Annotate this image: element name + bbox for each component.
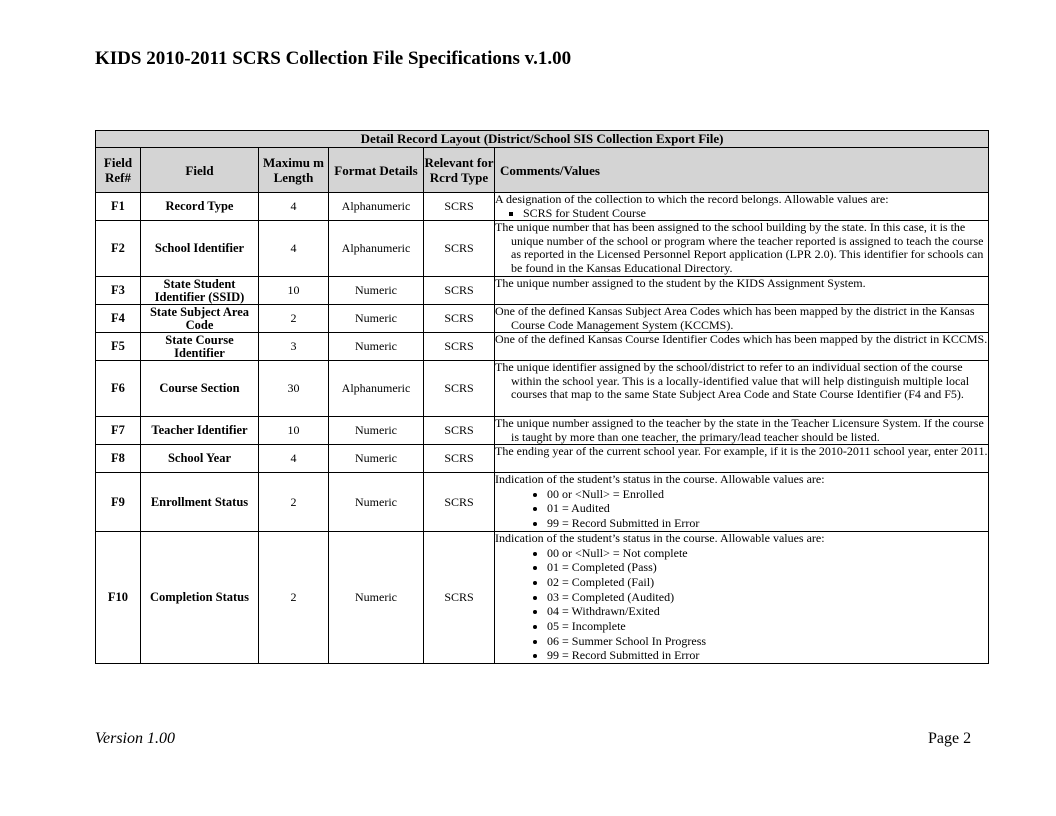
value-item: • 00 or <Null> = Enrolled: [547, 487, 988, 502]
value-list: [495, 546, 988, 664]
header-field: Field: [141, 148, 259, 193]
field-ref: F10: [96, 532, 141, 664]
format-details: Numeric: [329, 333, 424, 361]
document-title: KIDS 2010-2011 SCRS Collection File Specifications v.1.00: [95, 48, 572, 69]
comment-text: The unique number that has been assigned to the school building by the state. In this case, it is the unique number of the school or program where the teacher reported is assigned to teach the course as reported in the Licensed Personnel Report application (LPR 2.0). This identifier for schools can be found in the Kansas Educational Directory.: [495, 220, 984, 275]
table-row: [96, 445, 989, 473]
field-name: Record Type: [141, 193, 259, 221]
table-row: [96, 473, 989, 532]
field-ref: F2: [96, 221, 141, 277]
field-ref: F7: [96, 417, 141, 445]
comment-text: The unique identifier assigned by the school/district to refer to an individual section of the course within the school year. This is a locally-identified value that will help distinguish multiple local courses that map to the same State Subject Area Code and State Course Identifier (F4 and F5).: [495, 360, 970, 401]
max-length: 4: [259, 193, 329, 221]
comment-text: Indication of the student’s status in the course. Allowable values are:: [495, 472, 825, 486]
format-details: Alphanumeric: [329, 361, 424, 417]
field-ref: F9: [96, 473, 141, 532]
comment-text: The ending year of the current school year. For example, if it is the 2010-2011 school year, enter 2011.: [495, 444, 988, 458]
max-length: 3: [259, 333, 329, 361]
format-details: Numeric: [329, 277, 424, 305]
field-name: State Course Identifier: [141, 333, 259, 361]
comments-cell: [495, 305, 989, 333]
field-name: Teacher Identifier: [141, 417, 259, 445]
detail-record-layout-table: [95, 130, 989, 664]
field-name: School Identifier: [141, 221, 259, 277]
relevant-record-type: SCRS: [424, 361, 495, 417]
table-row: [96, 417, 989, 445]
comments-cell: [495, 277, 989, 305]
comments-cell: [495, 532, 989, 664]
comment-text: The unique number assigned to the student by the KIDS Assignment System.: [495, 276, 866, 290]
max-length: 4: [259, 221, 329, 277]
value-item: • 01 = Completed (Pass): [547, 560, 988, 575]
field-name: State Subject Area Code: [141, 305, 259, 333]
header-relevant-record-type: Relevant for Rcrd Type: [424, 148, 495, 193]
max-length: 2: [259, 473, 329, 532]
max-length: 30: [259, 361, 329, 417]
value-item: • 00 or <Null> = Not complete: [547, 546, 988, 561]
relevant-record-type: SCRS: [424, 333, 495, 361]
comment-text: The unique number assigned to the teacher by the state in the Teacher Licensure System. If the course is taught by more than one teacher, the primary/lead teacher should be listed.: [495, 416, 984, 444]
field-ref: F6: [96, 361, 141, 417]
max-length: 4: [259, 445, 329, 473]
comments-cell: [495, 417, 989, 445]
max-length: 2: [259, 532, 329, 664]
table-row: [96, 193, 989, 221]
table-row: [96, 532, 989, 664]
table-row: [96, 277, 989, 305]
relevant-record-type: SCRS: [424, 445, 495, 473]
field-ref: F3: [96, 277, 141, 305]
max-length: 10: [259, 277, 329, 305]
format-details: Numeric: [329, 417, 424, 445]
max-length: 2: [259, 305, 329, 333]
page-number: Page 2: [928, 730, 972, 747]
header-max-length: Maximu m Length: [259, 148, 329, 193]
comments-cell: [495, 333, 989, 361]
field-name: Enrollment Status: [141, 473, 259, 532]
field-ref: F4: [96, 305, 141, 333]
relevant-record-type: SCRS: [424, 473, 495, 532]
max-length: 10: [259, 417, 329, 445]
value-item: • 99 = Record Submitted in Error: [547, 648, 988, 663]
field-ref: F5: [96, 333, 141, 361]
field-name: School Year: [141, 445, 259, 473]
table-row: [96, 333, 989, 361]
format-details: Numeric: [329, 473, 424, 532]
comments-cell: [495, 221, 989, 277]
comment-text: One of the defined Kansas Subject Area Codes which has been mapped by the district in the Kansas Course Code Management System (KCCMS).: [495, 304, 975, 332]
value-item: • 02 = Completed (Fail): [547, 575, 988, 590]
table-row: [96, 305, 989, 333]
comments-cell: [495, 473, 989, 532]
field-name: Completion Status: [141, 532, 259, 664]
value-item: • 03 = Completed (Audited): [547, 590, 988, 605]
value-item: • 04 = Withdrawn/Exited: [547, 604, 988, 619]
format-details: Alphanumeric: [329, 193, 424, 221]
comments-cell: [495, 193, 989, 221]
comment-text: Indication of the student’s status in the course. Allowable values are:: [495, 531, 825, 545]
format-details: Numeric: [329, 532, 424, 664]
value-list: [495, 487, 988, 531]
format-details: Numeric: [329, 445, 424, 473]
footer-version: Version 1.00: [95, 730, 175, 747]
comments-cell: [495, 445, 989, 473]
table-row: [96, 221, 989, 277]
value-item: • 05 = Incomplete: [547, 619, 988, 634]
table-caption: Detail Record Layout (District/School SIS Collection Export File): [96, 131, 989, 148]
value-item: ▪ SCRS for Student Course: [523, 207, 988, 221]
header-comments-values: Comments/Values: [495, 148, 989, 193]
comments-cell: [495, 361, 989, 417]
relevant-record-type: SCRS: [424, 532, 495, 664]
header-field-ref: Field Ref#: [96, 148, 141, 193]
table-row: [96, 361, 989, 417]
relevant-record-type: SCRS: [424, 305, 495, 333]
field-ref: F1: [96, 193, 141, 221]
value-list: [495, 207, 988, 221]
comment-text: A designation of the collection to which the record belongs. Allowable values are:: [495, 192, 889, 206]
relevant-record-type: SCRS: [424, 193, 495, 221]
relevant-record-type: SCRS: [424, 417, 495, 445]
header-format-details: Format Details: [329, 148, 424, 193]
value-item: • 99 = Record Submitted in Error: [547, 516, 988, 531]
format-details: Numeric: [329, 305, 424, 333]
field-name: Course Section: [141, 361, 259, 417]
value-item: • 06 = Summer School In Progress: [547, 634, 988, 649]
format-details: Alphanumeric: [329, 221, 424, 277]
relevant-record-type: SCRS: [424, 277, 495, 305]
value-item: • 01 = Audited: [547, 501, 988, 516]
field-name: State Student Identifier (SSID): [141, 277, 259, 305]
field-ref: F8: [96, 445, 141, 473]
comment-text: One of the defined Kansas Course Identifier Codes which has been mapped by the district in KCCMS.: [495, 332, 988, 346]
relevant-record-type: SCRS: [424, 221, 495, 277]
